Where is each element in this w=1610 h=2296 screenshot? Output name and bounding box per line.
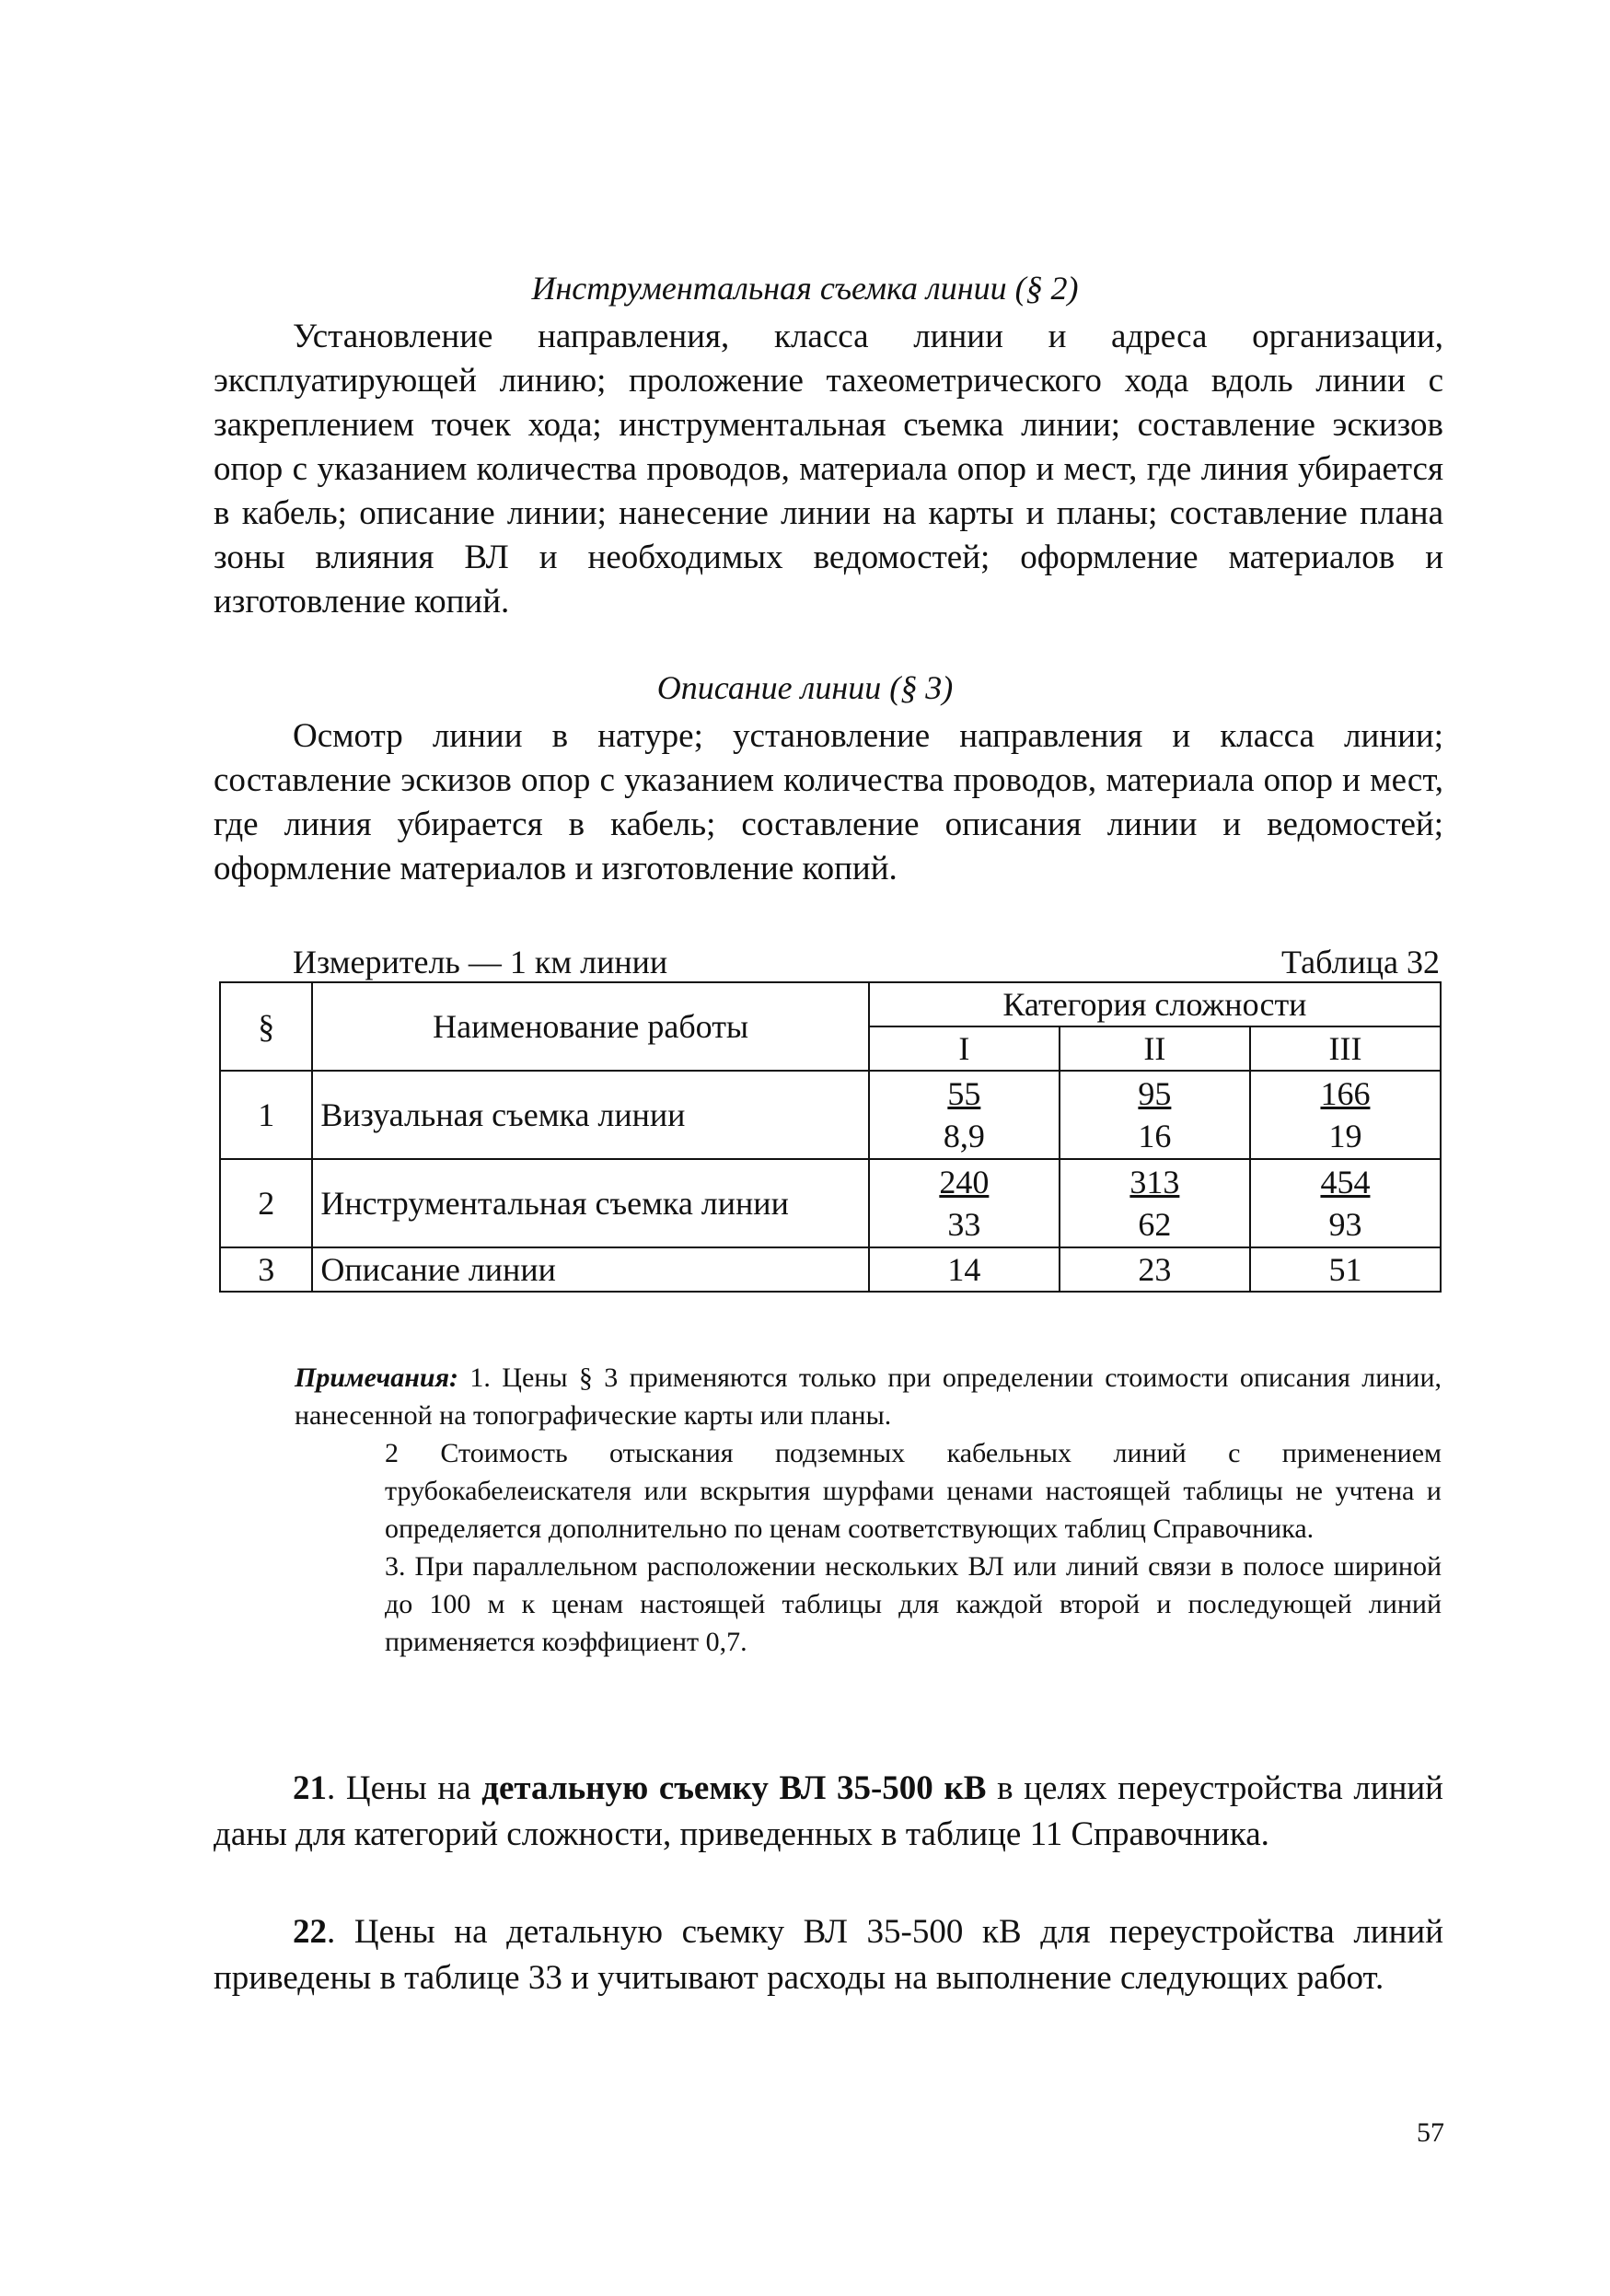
price-value: 166: [1320, 1075, 1371, 1112]
notes-block: [295, 1359, 1442, 1661]
paragraph-21-number: 21: [293, 1769, 327, 1807]
cell-cat-1: [869, 1159, 1060, 1247]
time-value: 93: [1328, 1206, 1362, 1243]
table-header-row: [220, 982, 1441, 1026]
price-value: 454: [1320, 1164, 1371, 1200]
table-row: [220, 1159, 1441, 1247]
row-number: 1: [220, 1071, 312, 1159]
header-category: Категория сложности: [869, 982, 1441, 1026]
price-value: 313: [1129, 1164, 1180, 1200]
cell-cat-3: [1250, 1071, 1441, 1159]
note-1: [295, 1359, 1442, 1434]
note-3: 3. При параллельном расположении нескольких ВЛ или линий связи в полосе шириной до 100 м к ценам настоящей таблицы для каждой второй и последующей линий применяется коэффициент 0,7.: [385, 1551, 1442, 1657]
paragraph-instrumental: [214, 315, 1443, 624]
paragraph-instrumental-text: Установление направления, класса линии и адреса организации, эксплуатирующей линию; проложение тахеометрического хода вдоль линии с закреплением точек хода; инструментальная съемка линии; составление эскизов опор с указанием количества проводов, материала опор и мест, где линия убирается в кабель; описание линии; нанесение линии на карты и планы; составление плана зоны влияния ВЛ и необходимых ведомостей; оформление материалов и изготовление копий.: [214, 318, 1443, 620]
row-name: Визуальная съемка линии: [312, 1071, 868, 1159]
notes-label: Примечания:: [295, 1363, 459, 1393]
price-value: 95: [1138, 1075, 1172, 1112]
price-value: 55: [947, 1075, 981, 1112]
header-cat-1: I: [869, 1026, 1060, 1071]
cell-cat-3: [1250, 1159, 1441, 1247]
row-name: Описание линии: [312, 1247, 868, 1292]
note-2: 2 Стоимость отыскания подземных кабельных линий с применением трубокабелеискателя или вскрытия шурфами ценами настоящей таблицы не учтена и определяется дополнительно по ценам соответствующих таблиц Справочника.: [385, 1438, 1442, 1544]
table-caption: [293, 943, 1440, 985]
cell-cat-1: 14: [869, 1247, 1060, 1292]
table-number: Таблица 32: [1281, 944, 1440, 980]
row-number: 2: [220, 1159, 312, 1247]
header-name: Наименование работы: [312, 982, 868, 1071]
time-value: 8,9: [943, 1118, 985, 1154]
cell-cat-2: [1060, 1159, 1250, 1247]
paragraph-description-text: Осмотр линии в натуре; установление направления и класса линии; составление эскизов опор с указанием количества проводов, материала опор и мест, где линия убирается в кабель; составление описания линии и ведомостей; оформление материалов и изготовление копий.: [214, 717, 1443, 887]
table-row: [220, 1071, 1441, 1159]
header-cat-2: II: [1060, 1026, 1250, 1071]
paragraph-21-post: в целях переустройства линий даны для категорий сложности, приведенных в таблице 11 Справочника.: [214, 1769, 1443, 1853]
page-number: 57: [1417, 2117, 1444, 2148]
price-table: [219, 981, 1442, 1293]
header-cat-3: III: [1250, 1026, 1441, 1071]
paragraph-22-number: 22: [293, 1913, 327, 1951]
table-measure: Измеритель — 1 км линии: [293, 944, 668, 980]
cell-cat-1: [869, 1071, 1060, 1159]
paragraph-21: [214, 1766, 1443, 1858]
section-heading-instrumental: Инструментальная съемка линии (§ 2): [531, 270, 1079, 307]
time-value: 62: [1138, 1206, 1172, 1243]
paragraph-21-bold: детальную съемку ВЛ 35-500 кВ: [481, 1769, 987, 1807]
paragraph-22-text: . Цены на детальную съемку ВЛ 35-500 кВ для переустройства линий приведены в таблице 33 и учитывают расходы на выполнение следующих работ.: [214, 1913, 1443, 1997]
header-section: §: [220, 982, 312, 1071]
note-1-text: 1. Цены § 3 применяются только при определении стоимости описания линии, нанесенной на топографические карты или планы.: [295, 1363, 1442, 1431]
row-name: Инструментальная съемка линии: [312, 1159, 868, 1247]
paragraph-22: [214, 1909, 1443, 2001]
section-heading-description: Описание линии (§ 3): [656, 669, 954, 706]
cell-cat-3: 51: [1250, 1247, 1441, 1292]
paragraph-21-pre: . Цены на: [327, 1769, 482, 1807]
time-value: 33: [947, 1206, 981, 1243]
price-value: 240: [939, 1164, 990, 1200]
cell-cat-2: 23: [1060, 1247, 1250, 1292]
time-value: 16: [1138, 1118, 1172, 1154]
paragraph-description: [214, 714, 1443, 891]
cell-cat-2: [1060, 1071, 1250, 1159]
row-number: 3: [220, 1247, 312, 1292]
table-row: [220, 1247, 1441, 1292]
time-value: 19: [1328, 1118, 1362, 1154]
